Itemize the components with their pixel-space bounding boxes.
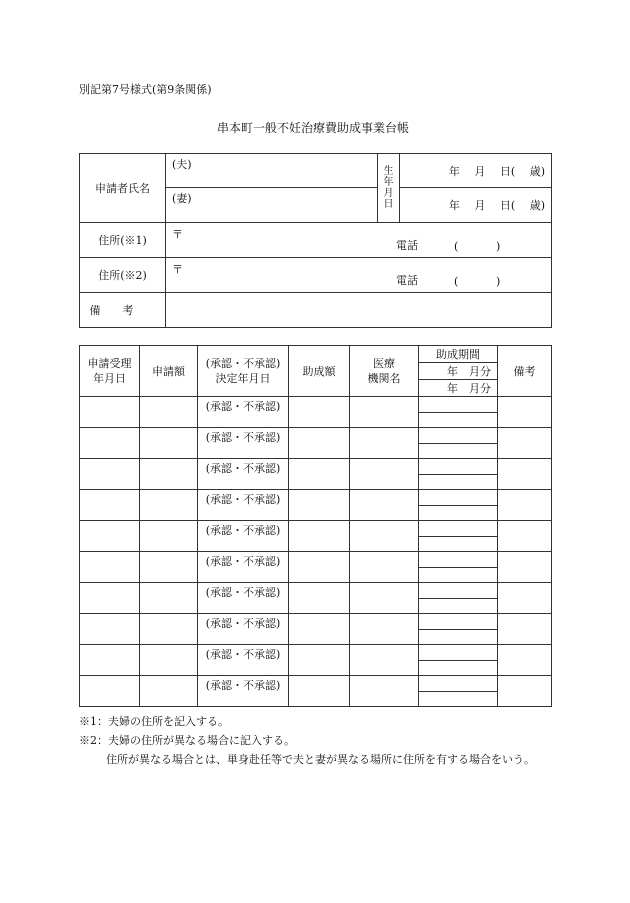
amount-cell[interactable]	[140, 552, 198, 583]
husband-name-field[interactable]: (夫)	[166, 154, 378, 188]
receipt-date-cell[interactable]	[80, 490, 140, 521]
institution-cell[interactable]	[350, 397, 419, 428]
header-period-row1: 年 月分	[419, 363, 498, 380]
period-cell-1[interactable]	[419, 428, 498, 444]
institution-cell[interactable]	[350, 676, 419, 707]
table-row	[80, 645, 552, 661]
applicant-name-label: 申請者氏名	[80, 154, 166, 223]
decision-cell[interactable]: (承認・不承認)	[198, 521, 289, 552]
amount-cell[interactable]	[140, 428, 198, 459]
ledger-table	[79, 345, 552, 707]
period-cell-1[interactable]	[419, 521, 498, 537]
grant-cell[interactable]	[289, 583, 350, 614]
address2-field[interactable]	[166, 258, 552, 293]
header-receipt-date: 申請受理 年月日	[80, 346, 140, 397]
postal-mark: 〒	[172, 228, 183, 241]
period-cell-2[interactable]	[419, 475, 498, 490]
remarks-cell[interactable]	[498, 397, 552, 428]
table-row	[80, 614, 552, 630]
decision-cell[interactable]: (承認・不承認)	[198, 397, 289, 428]
period-cell-1[interactable]	[419, 490, 498, 506]
decision-cell[interactable]: (承認・不承認)	[198, 583, 289, 614]
amount-cell[interactable]	[140, 521, 198, 552]
institution-cell[interactable]	[350, 583, 419, 614]
note-1: ※1：夫婦の住所を記入する。	[79, 715, 229, 728]
remarks-cell[interactable]	[498, 645, 552, 676]
tel-label: 電話	[396, 274, 418, 287]
decision-cell[interactable]: (承認・不承認)	[198, 459, 289, 490]
tel-paren-close: )	[496, 275, 501, 288]
decision-cell[interactable]: (承認・不承認)	[198, 428, 289, 459]
decision-cell[interactable]: (承認・不承認)	[198, 676, 289, 707]
receipt-date-cell[interactable]	[80, 583, 140, 614]
table-row	[80, 676, 552, 692]
remarks-cell[interactable]	[498, 428, 552, 459]
period-cell-2[interactable]	[419, 444, 498, 459]
header-decision: (承認・不承認) 決定年月日	[198, 346, 289, 397]
table-row	[80, 490, 552, 506]
page-title: 串本町一般不妊治療費助成事業台帳	[217, 121, 410, 135]
decision-cell[interactable]: (承認・不承認)	[198, 552, 289, 583]
institution-cell[interactable]	[350, 428, 419, 459]
period-cell-1[interactable]	[419, 645, 498, 661]
grant-cell[interactable]	[289, 552, 350, 583]
decision-cell[interactable]: (承認・不承認)	[198, 614, 289, 645]
receipt-date-cell[interactable]	[80, 614, 140, 645]
receipt-date-cell[interactable]	[80, 676, 140, 707]
period-cell-2[interactable]	[419, 630, 498, 645]
remarks-cell[interactable]	[498, 614, 552, 645]
address1-label: 住所(※1)	[80, 223, 166, 258]
period-cell-1[interactable]	[419, 583, 498, 599]
header-grant: 助成額	[289, 346, 350, 397]
period-cell-1[interactable]	[419, 676, 498, 692]
grant-cell[interactable]	[289, 490, 350, 521]
grant-cell[interactable]	[289, 459, 350, 490]
table-row	[80, 397, 552, 413]
grant-cell[interactable]	[289, 521, 350, 552]
period-cell-2[interactable]	[419, 506, 498, 521]
institution-cell[interactable]	[350, 552, 419, 583]
amount-cell[interactable]	[140, 676, 198, 707]
grant-cell[interactable]	[289, 676, 350, 707]
amount-cell[interactable]	[140, 645, 198, 676]
amount-cell[interactable]	[140, 397, 198, 428]
note-3: 住所が異なる場合とは、単身赴任等で夫と妻が異なる場所に住所を有する場合をいう。	[106, 753, 535, 766]
tel-paren-open: (	[454, 240, 459, 253]
birthdate-label: 生 年 月 日	[378, 154, 400, 223]
header-period: 助成期間	[419, 346, 498, 363]
remarks-cell[interactable]	[498, 459, 552, 490]
tel-paren-open: (	[454, 275, 459, 288]
wife-name-field[interactable]: (妻)	[166, 188, 378, 223]
period-cell-2[interactable]	[419, 599, 498, 614]
wife-birthdate-field[interactable]: 年 月 日( 歳)	[400, 188, 552, 223]
table-row	[80, 583, 552, 599]
header-amount: 申請額	[140, 346, 198, 397]
remarks-cell[interactable]	[498, 552, 552, 583]
receipt-date-cell[interactable]	[80, 521, 140, 552]
note-2: ※2：夫婦の住所が異なる場合に記入する。	[79, 734, 295, 747]
header-institution: 医療 機関名	[350, 346, 419, 397]
institution-cell[interactable]	[350, 490, 419, 521]
address2-label: 住所(※2)	[80, 258, 166, 293]
amount-cell[interactable]	[140, 583, 198, 614]
period-cell-1[interactable]	[419, 552, 498, 568]
remarks-field[interactable]	[166, 293, 552, 328]
grant-cell[interactable]	[289, 428, 350, 459]
receipt-date-cell[interactable]	[80, 428, 140, 459]
notes	[79, 712, 535, 769]
receipt-date-cell[interactable]	[80, 645, 140, 676]
form-reference: 別記第7号様式(第9条関係)	[79, 83, 212, 96]
husband-birthdate-field[interactable]: 年 月 日( 歳)	[400, 154, 552, 188]
postal-mark: 〒	[172, 263, 183, 276]
period-cell-2[interactable]	[419, 661, 498, 676]
institution-cell[interactable]	[350, 645, 419, 676]
remarks-cell[interactable]	[498, 490, 552, 521]
institution-cell[interactable]	[350, 521, 419, 552]
receipt-date-cell[interactable]	[80, 459, 140, 490]
amount-cell[interactable]	[140, 459, 198, 490]
tel-label: 電話	[396, 239, 418, 252]
grant-cell[interactable]	[289, 397, 350, 428]
institution-cell[interactable]	[350, 459, 419, 490]
period-cell-2[interactable]	[419, 692, 498, 707]
table-row	[80, 459, 552, 475]
receipt-date-cell[interactable]	[80, 397, 140, 428]
remarks-label: 備考	[80, 293, 166, 328]
table-row	[80, 552, 552, 568]
table-row	[80, 428, 552, 444]
address1-field[interactable]	[166, 223, 552, 258]
header-remarks: 備考	[498, 346, 552, 397]
period-cell-2[interactable]	[419, 413, 498, 428]
remarks-cell[interactable]	[498, 583, 552, 614]
period-cell-2[interactable]	[419, 537, 498, 552]
header-period-row2: 年 月分	[419, 380, 498, 397]
period-cell-2[interactable]	[419, 568, 498, 583]
receipt-date-cell[interactable]	[80, 552, 140, 583]
period-cell-1[interactable]	[419, 397, 498, 413]
decision-cell[interactable]: (承認・不承認)	[198, 490, 289, 521]
table-row	[80, 521, 552, 537]
decision-cell[interactable]: (承認・不承認)	[198, 645, 289, 676]
institution-cell[interactable]	[350, 614, 419, 645]
remarks-cell[interactable]	[498, 521, 552, 552]
amount-cell[interactable]	[140, 614, 198, 645]
period-cell-1[interactable]	[419, 459, 498, 475]
period-cell-1[interactable]	[419, 614, 498, 630]
grant-cell[interactable]	[289, 645, 350, 676]
amount-cell[interactable]	[140, 490, 198, 521]
tel-paren-close: )	[496, 240, 501, 253]
remarks-cell[interactable]	[498, 676, 552, 707]
applicant-table	[79, 153, 552, 328]
grant-cell[interactable]	[289, 614, 350, 645]
